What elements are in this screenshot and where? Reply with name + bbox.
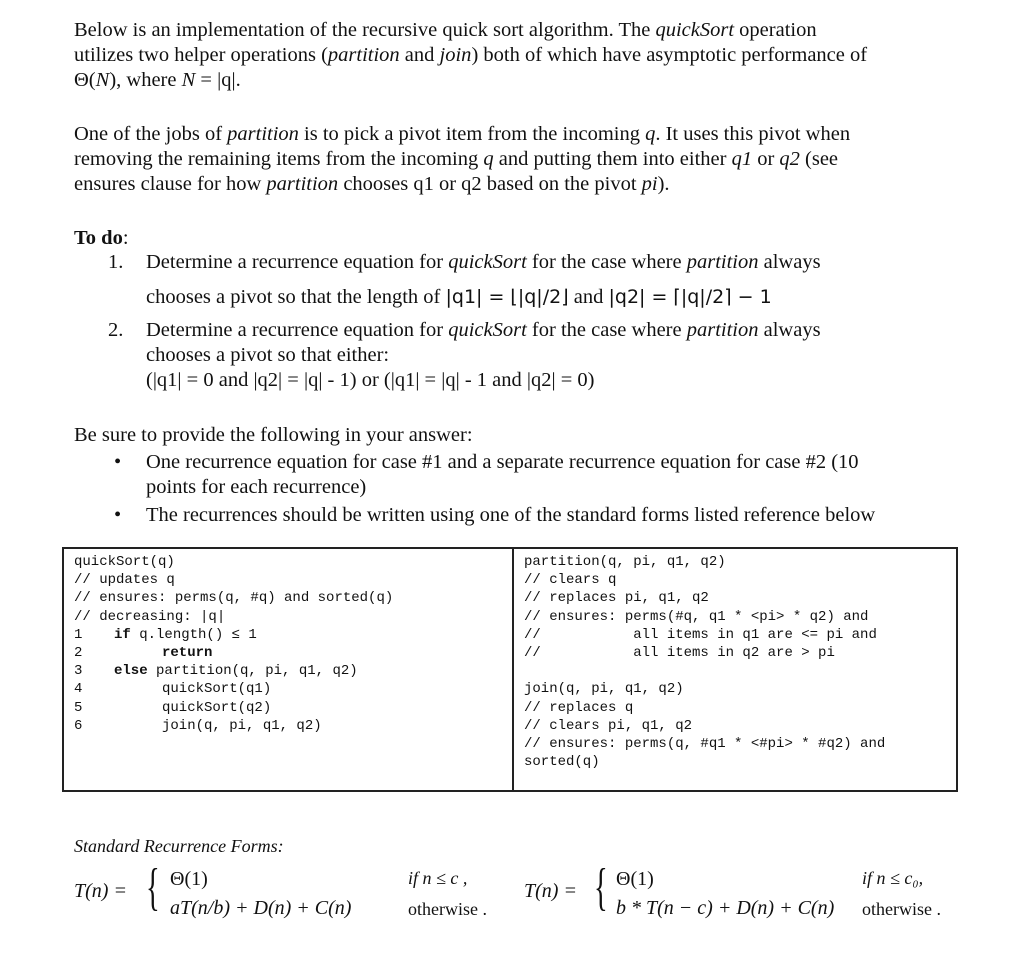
- todo-item-2-number: 2.: [108, 319, 124, 341]
- code-text: join(q, pi, q1, q2): [162, 717, 322, 734]
- text: q1: [731, 148, 753, 170]
- ceil-equation: |q2| = ⌈|q|/2⌉ − 1: [608, 286, 772, 308]
- text: . It uses this pivot when: [655, 123, 851, 145]
- text: ) both of which have asymptotic performance of: [471, 44, 868, 66]
- code-line: // ensures: perms(q, #q) and sorted(q): [74, 590, 394, 607]
- line-number: 5: [74, 699, 83, 716]
- code-line: [74, 680, 393, 698]
- intro-paragraph: [74, 18, 974, 93]
- text: operation: [734, 19, 817, 41]
- form-1-top-condition: if n ≤ c ,: [408, 868, 468, 888]
- text: (see: [799, 148, 839, 170]
- text: ), where: [109, 69, 182, 91]
- code-line: [74, 644, 393, 662]
- pivot-line-1: [74, 122, 974, 147]
- text: Below is an implementation of the recursive quick sort algorithm. The: [74, 19, 656, 41]
- form-1-brace: {: [146, 859, 160, 916]
- answer-bullet-1-line-1: One recurrence equation for case #1 and a separate recurrence equation for case #2 (10: [146, 451, 859, 473]
- text: and: [399, 44, 440, 66]
- text: partition: [327, 44, 400, 66]
- text: partition: [266, 173, 339, 195]
- text: always: [758, 319, 821, 341]
- text: ).: [657, 173, 670, 195]
- line-number: 6: [74, 717, 83, 734]
- text: pi: [641, 173, 658, 195]
- form-2-lhs: T(n) =: [524, 880, 577, 902]
- form-2-top-expr: Θ(1): [616, 868, 654, 890]
- keyword: if: [114, 626, 131, 643]
- text: Determine a recurrence equation for: [146, 319, 449, 341]
- text: quickSort: [448, 251, 527, 273]
- form-2-bottom-condition: otherwise .: [862, 899, 941, 919]
- text: partition: [686, 251, 759, 273]
- intro-line-2: [74, 43, 974, 68]
- line-number: 3: [74, 663, 83, 680]
- text: is to pick a pivot item from the incoming: [298, 123, 646, 145]
- text: q2: [779, 148, 800, 170]
- text: partition: [227, 123, 299, 145]
- form-2-bottom-expr: b * T(n − c) + D(n) + C(n): [616, 897, 835, 919]
- todo-item-2-line-2: chooses a pivot so that either:: [146, 344, 390, 366]
- code-left-cell: [74, 553, 393, 735]
- text: for the case where: [526, 251, 687, 273]
- todo-heading: [74, 226, 129, 251]
- code-line: // all items in q2 are > pi: [524, 645, 835, 662]
- todo-item-2-line-1: [146, 318, 821, 343]
- code-line: // replaces q: [524, 699, 634, 716]
- todo-item-1-number: 1.: [108, 251, 124, 273]
- form-1-bottom-condition: otherwise .: [408, 899, 487, 919]
- code-text: partition(q, pi, q1, q2): [147, 663, 358, 680]
- form-2-top-condition: if n ≤ c₀,: [862, 868, 924, 888]
- code-line: // ensures: perms(#q, q1 * <pi> * q2) and: [524, 608, 869, 625]
- code-line: [74, 662, 393, 680]
- answer-bullet-1: [146, 450, 859, 500]
- todo-item-1-line-1: [146, 250, 821, 275]
- text: partition: [686, 319, 759, 341]
- text: q: [483, 148, 494, 170]
- bullet-icon: •: [114, 451, 122, 473]
- pivot-paragraph: [74, 122, 974, 197]
- text: N: [95, 69, 110, 91]
- todo-item-2-line-3: (|q1| = 0 and |q2| = |q| - 1) or (|q1| = |q| - 1 and |q2| = 0): [146, 369, 595, 391]
- text: or: [752, 148, 780, 170]
- text: for the case where: [526, 319, 687, 341]
- text: quickSort: [655, 19, 735, 41]
- todo-heading-text: To do: [74, 227, 123, 249]
- intro-line-1: [74, 18, 974, 43]
- code-text: quickSort(q1): [162, 681, 272, 698]
- forms-heading: Standard Recurrence Forms:: [74, 836, 284, 856]
- code-text: quickSort(q2): [162, 699, 272, 716]
- code-line: // decreasing: |q|: [74, 608, 226, 625]
- todo-item-1-line-2: [146, 285, 772, 310]
- text: removing the remaining items from the incoming: [74, 148, 484, 170]
- text: Determine a recurrence equation for: [146, 251, 449, 273]
- line-number: 1: [74, 626, 83, 643]
- answer-bullet-2: The recurrences should be written using one of the standard forms listed reference below: [146, 504, 876, 526]
- pivot-line-2: [74, 147, 974, 172]
- code-text: q.length() ≤ 1: [130, 626, 257, 643]
- code-line: sorted(q): [524, 754, 600, 771]
- text: One of the jobs of: [74, 123, 228, 145]
- text: Θ(: [74, 69, 96, 91]
- floor-equation: |q1| = ⌊|q|/2⌋: [445, 286, 569, 308]
- intro-line-3: [74, 68, 974, 93]
- line-number: 2: [74, 645, 83, 662]
- code-line: [74, 626, 393, 644]
- text: :: [122, 227, 129, 249]
- answer-bullet-1-line-2: points for each recurrence): [146, 476, 367, 498]
- code-line: join(q, pi, q1, q2): [524, 681, 684, 698]
- text: ensures clause for how: [74, 173, 267, 195]
- text: chooses a pivot so that the length of: [146, 286, 446, 308]
- form-1-bottom-expr: aT(n/b) + D(n) + C(n): [170, 897, 352, 919]
- form-1-lhs: T(n) =: [74, 880, 127, 902]
- text: quickSort: [448, 319, 527, 341]
- keyword: return: [162, 645, 213, 662]
- code-line: [74, 699, 393, 717]
- text: = |q|.: [195, 69, 241, 91]
- text: and: [568, 286, 609, 308]
- code-line: [74, 717, 393, 735]
- line-number: 4: [74, 681, 83, 698]
- code-column-divider: [512, 549, 514, 790]
- code-line: // updates q: [74, 572, 175, 589]
- code-table: [62, 547, 958, 792]
- pivot-line-3: [74, 172, 974, 197]
- text: always: [758, 251, 821, 273]
- form-2-brace: {: [594, 859, 608, 916]
- text: q: [645, 123, 656, 145]
- code-spacer: [524, 662, 885, 680]
- code-line: // clears pi, q1, q2: [524, 717, 693, 734]
- text: N: [181, 69, 196, 91]
- code-line: // replaces pi, q1, q2: [524, 590, 709, 607]
- code-line: // all items in q1 are <= pi and: [524, 626, 877, 643]
- code-line: partition(q, pi, q1, q2): [524, 554, 726, 570]
- answer-intro: Be sure to provide the following in your answer:: [74, 424, 473, 446]
- code-line: quickSort(q): [74, 554, 175, 570]
- form-1-top-expr: Θ(1): [170, 868, 208, 890]
- keyword: else: [114, 663, 148, 680]
- code-right-cell: [524, 553, 885, 771]
- code-line: // clears q: [524, 572, 617, 589]
- todo-item-2-text: [146, 318, 821, 393]
- code-line: // ensures: perms(q, #q1 * <#pi> * #q2) and: [524, 736, 886, 753]
- text: and putting them into either: [493, 148, 732, 170]
- text: join: [439, 44, 472, 66]
- text: utilizes two helper operations (: [74, 44, 328, 66]
- text: chooses q1 or q2 based on the pivot: [338, 173, 642, 195]
- bullet-icon: •: [114, 504, 122, 526]
